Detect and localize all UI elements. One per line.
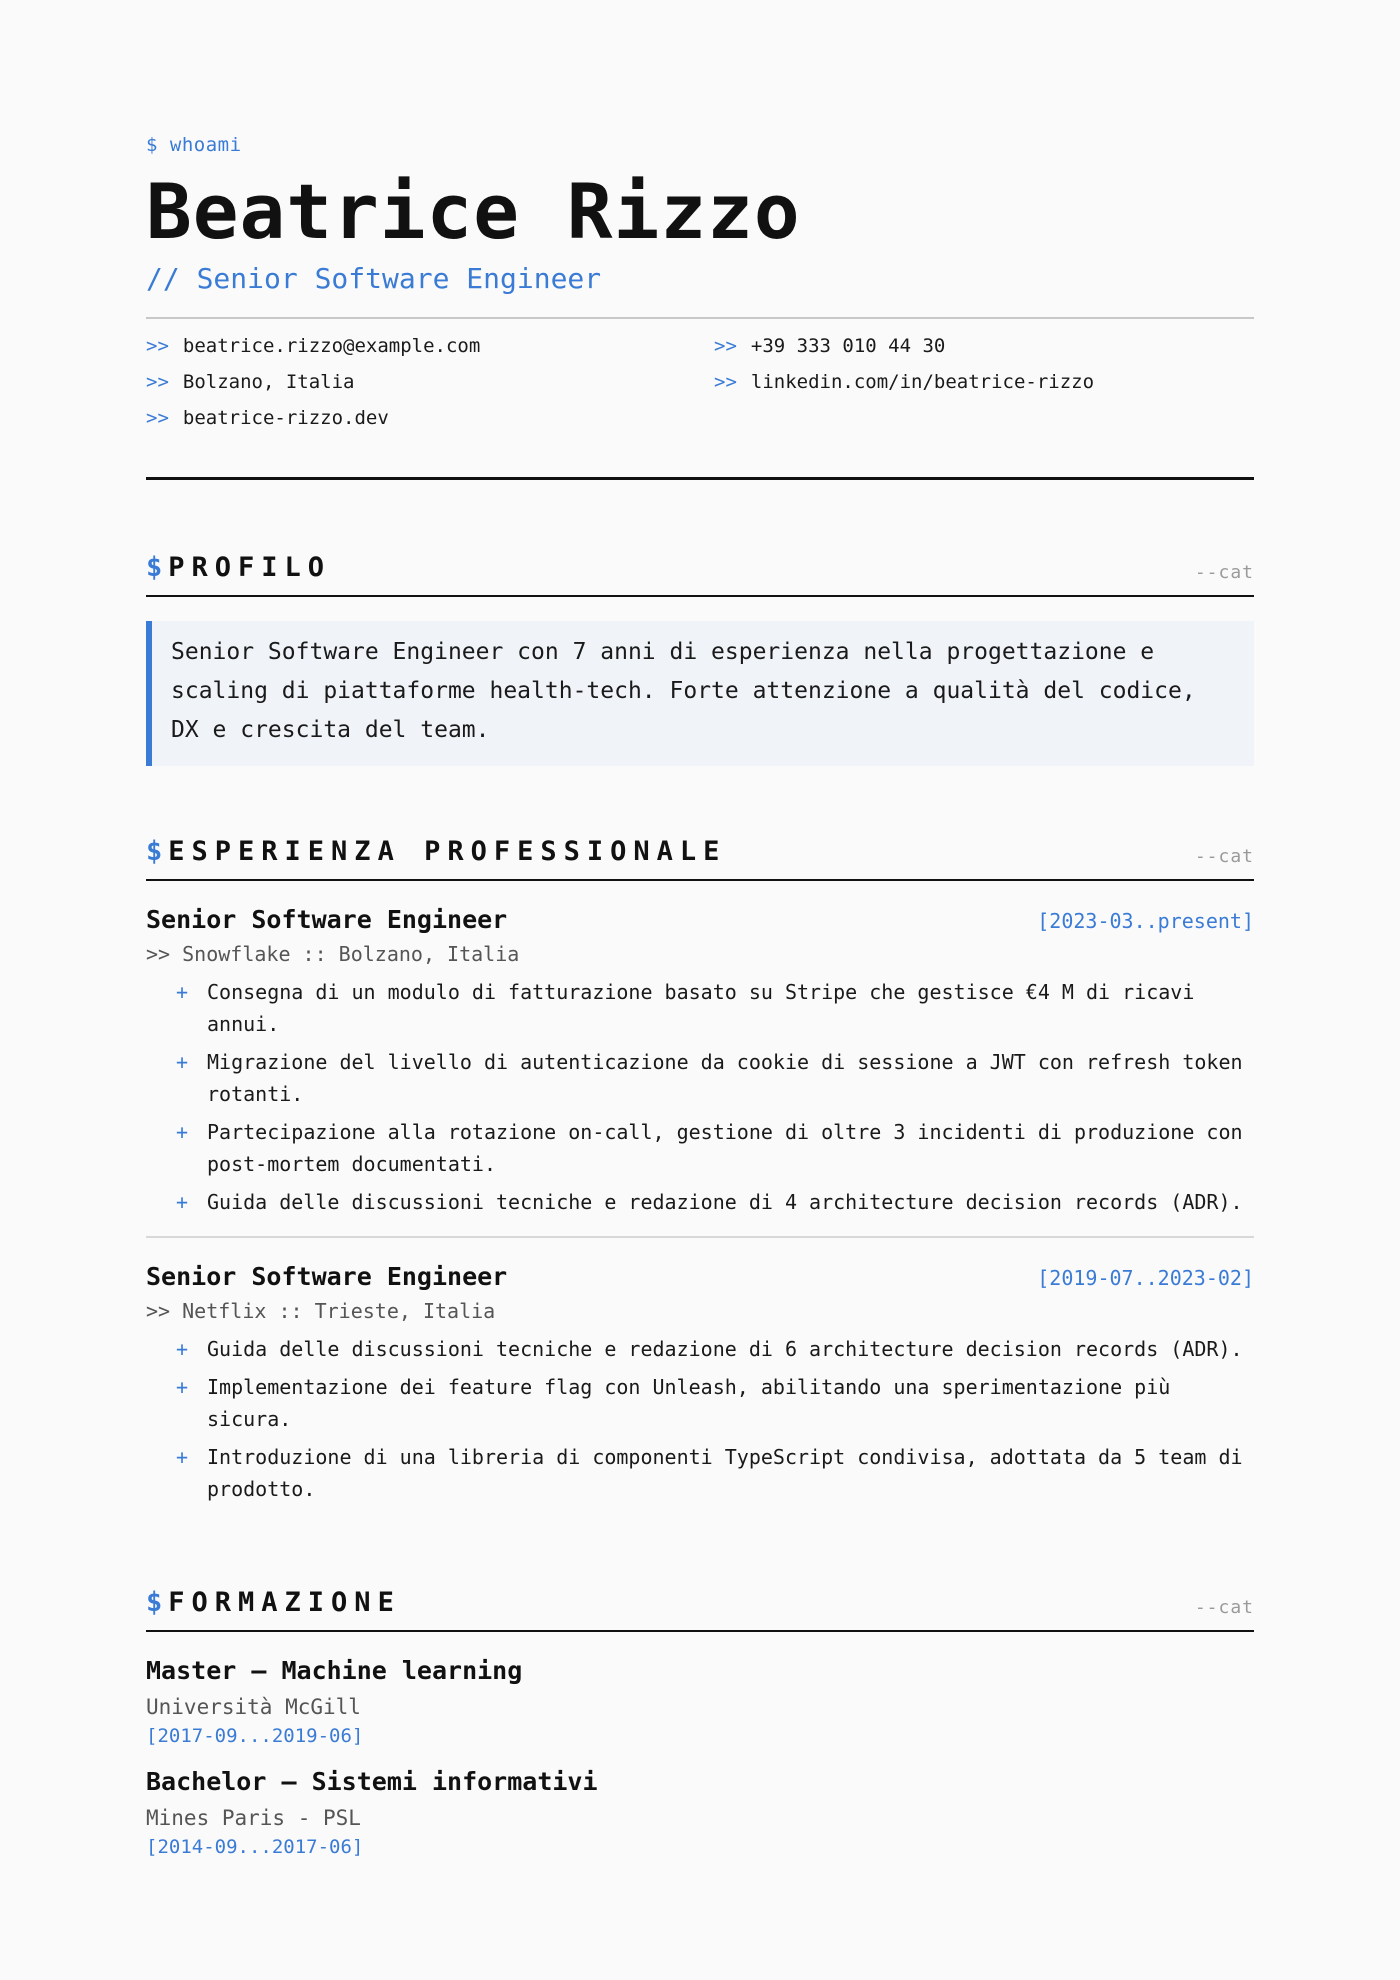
degree-title: Master — Machine learning bbox=[146, 1656, 523, 1685]
contact-location bbox=[146, 369, 714, 395]
section-header bbox=[146, 1587, 1254, 1632]
list-item bbox=[176, 1046, 1254, 1110]
section-title bbox=[146, 836, 726, 867]
job-title: Senior Software Engineer bbox=[146, 1262, 508, 1291]
whoami-prompt: $ whoami bbox=[146, 134, 242, 156]
contact-phone-text: +39 333 010 44 30 bbox=[750, 335, 946, 357]
contact-website-text: beatrice-rizzo.dev bbox=[182, 407, 389, 429]
chevron-right-icon: >> bbox=[714, 371, 737, 393]
job-bullets bbox=[146, 1333, 1254, 1505]
section-header bbox=[146, 552, 1254, 597]
plus-icon: + bbox=[176, 980, 189, 1004]
contact-phone[interactable] bbox=[714, 333, 1254, 359]
list-item bbox=[176, 1186, 1254, 1218]
person-name: Beatrice Rizzo bbox=[146, 167, 801, 256]
education-entry bbox=[146, 1767, 1254, 1858]
list-item bbox=[176, 976, 1254, 1040]
job-bullets bbox=[146, 976, 1254, 1218]
education-entry bbox=[146, 1656, 1254, 1747]
plus-icon: + bbox=[176, 1120, 189, 1144]
experience-section bbox=[146, 836, 1254, 1505]
list-item bbox=[176, 1441, 1254, 1505]
plus-icon: + bbox=[176, 1445, 189, 1469]
section-title-text: FORMAZIONE bbox=[168, 1587, 401, 1618]
chevron-right-icon: >> bbox=[146, 407, 169, 429]
education-dates: [2014-09...2017-06] bbox=[146, 1836, 364, 1858]
section-header bbox=[146, 836, 1254, 881]
dollar-icon: $ bbox=[146, 552, 163, 583]
contact-list bbox=[146, 333, 1254, 431]
plus-icon: + bbox=[176, 1337, 189, 1361]
job-company: >> Netflix :: Trieste, Italia bbox=[146, 1299, 496, 1323]
job-company: >> Snowflake :: Bolzano, Italia bbox=[146, 942, 520, 966]
degree-title: Bachelor — Sistemi informativi bbox=[146, 1767, 598, 1796]
school-name: Università McGill bbox=[146, 1695, 361, 1719]
job-entry bbox=[146, 1236, 1254, 1505]
contact-email[interactable] bbox=[146, 333, 714, 359]
plus-icon: + bbox=[176, 1050, 189, 1074]
section-title bbox=[146, 1587, 401, 1618]
bullet-text: Implementazione dei feature flag con Unleash, abilitando una sperimentazione più sicura. bbox=[207, 1375, 1171, 1431]
contact-linkedin-text: linkedin.com/in/beatrice-rizzo bbox=[750, 371, 1095, 393]
chevron-right-icon: >> bbox=[146, 335, 169, 357]
bullet-text: Guida delle discussioni tecniche e redazione di 6 architecture decision records (ADR). bbox=[207, 1337, 1243, 1361]
job-dates: [2019-07..2023-02] bbox=[1037, 1266, 1254, 1290]
profile-section bbox=[146, 552, 1254, 766]
bullet-text: Consegna di un modulo di fatturazione basato su Stripe che gestisce €4 M di ricavi annui. bbox=[207, 980, 1195, 1036]
job-entry bbox=[146, 881, 1254, 1218]
list-item bbox=[176, 1371, 1254, 1435]
section-flag: --cat bbox=[1194, 1597, 1254, 1618]
chevron-right-icon: >> bbox=[714, 335, 737, 357]
contact-linkedin[interactable] bbox=[714, 369, 1254, 395]
job-dates: [2023-03..present] bbox=[1037, 909, 1254, 933]
job-header bbox=[146, 1262, 1254, 1291]
plus-icon: + bbox=[176, 1375, 189, 1399]
list-item bbox=[176, 1333, 1254, 1365]
section-title bbox=[146, 552, 331, 583]
dollar-icon: $ bbox=[146, 836, 163, 867]
contact-website[interactable] bbox=[146, 405, 714, 431]
bullet-text: Migrazione del livello di autenticazione da cookie di sessione a JWT con refresh token rotanti. bbox=[207, 1050, 1243, 1106]
bullet-text: Partecipazione alla rotazione on-call, gestione di oltre 3 incidenti di produzione con post-mortem documentati. bbox=[207, 1120, 1243, 1176]
contact-email-text: beatrice.rizzo@example.com bbox=[182, 335, 481, 357]
job-header bbox=[146, 905, 1254, 934]
section-flag: --cat bbox=[1194, 562, 1254, 583]
education-section bbox=[146, 1587, 1254, 1858]
bullet-text: Introduzione di una libreria di componenti TypeScript condivisa, adottata da 5 team di prodotto. bbox=[207, 1445, 1243, 1501]
education-dates: [2017-09...2019-06] bbox=[146, 1725, 364, 1747]
section-title-text: PROFILO bbox=[168, 552, 332, 583]
header-divider bbox=[146, 317, 1254, 319]
header-bottom-divider bbox=[146, 477, 1254, 480]
person-role: // Senior Software Engineer bbox=[146, 262, 602, 295]
contact-location-text: Bolzano, Italia bbox=[182, 371, 355, 393]
job-title: Senior Software Engineer bbox=[146, 905, 508, 934]
section-flag: --cat bbox=[1194, 846, 1254, 867]
chevron-right-icon: >> bbox=[146, 371, 169, 393]
list-item bbox=[176, 1116, 1254, 1180]
dollar-icon: $ bbox=[146, 1587, 163, 1618]
plus-icon: + bbox=[176, 1190, 189, 1214]
school-name: Mines Paris - PSL bbox=[146, 1806, 361, 1830]
section-title-text: ESPERIENZA PROFESSIONALE bbox=[168, 836, 727, 867]
bullet-text: Guida delle discussioni tecniche e redazione di 4 architecture decision records (ADR). bbox=[207, 1190, 1243, 1214]
profile-summary: Senior Software Engineer con 7 anni di esperienza nella progettazione e scaling di piattaforme health-tech. Forte attenzione a qualità del codice, DX e crescita del team. bbox=[146, 621, 1254, 766]
